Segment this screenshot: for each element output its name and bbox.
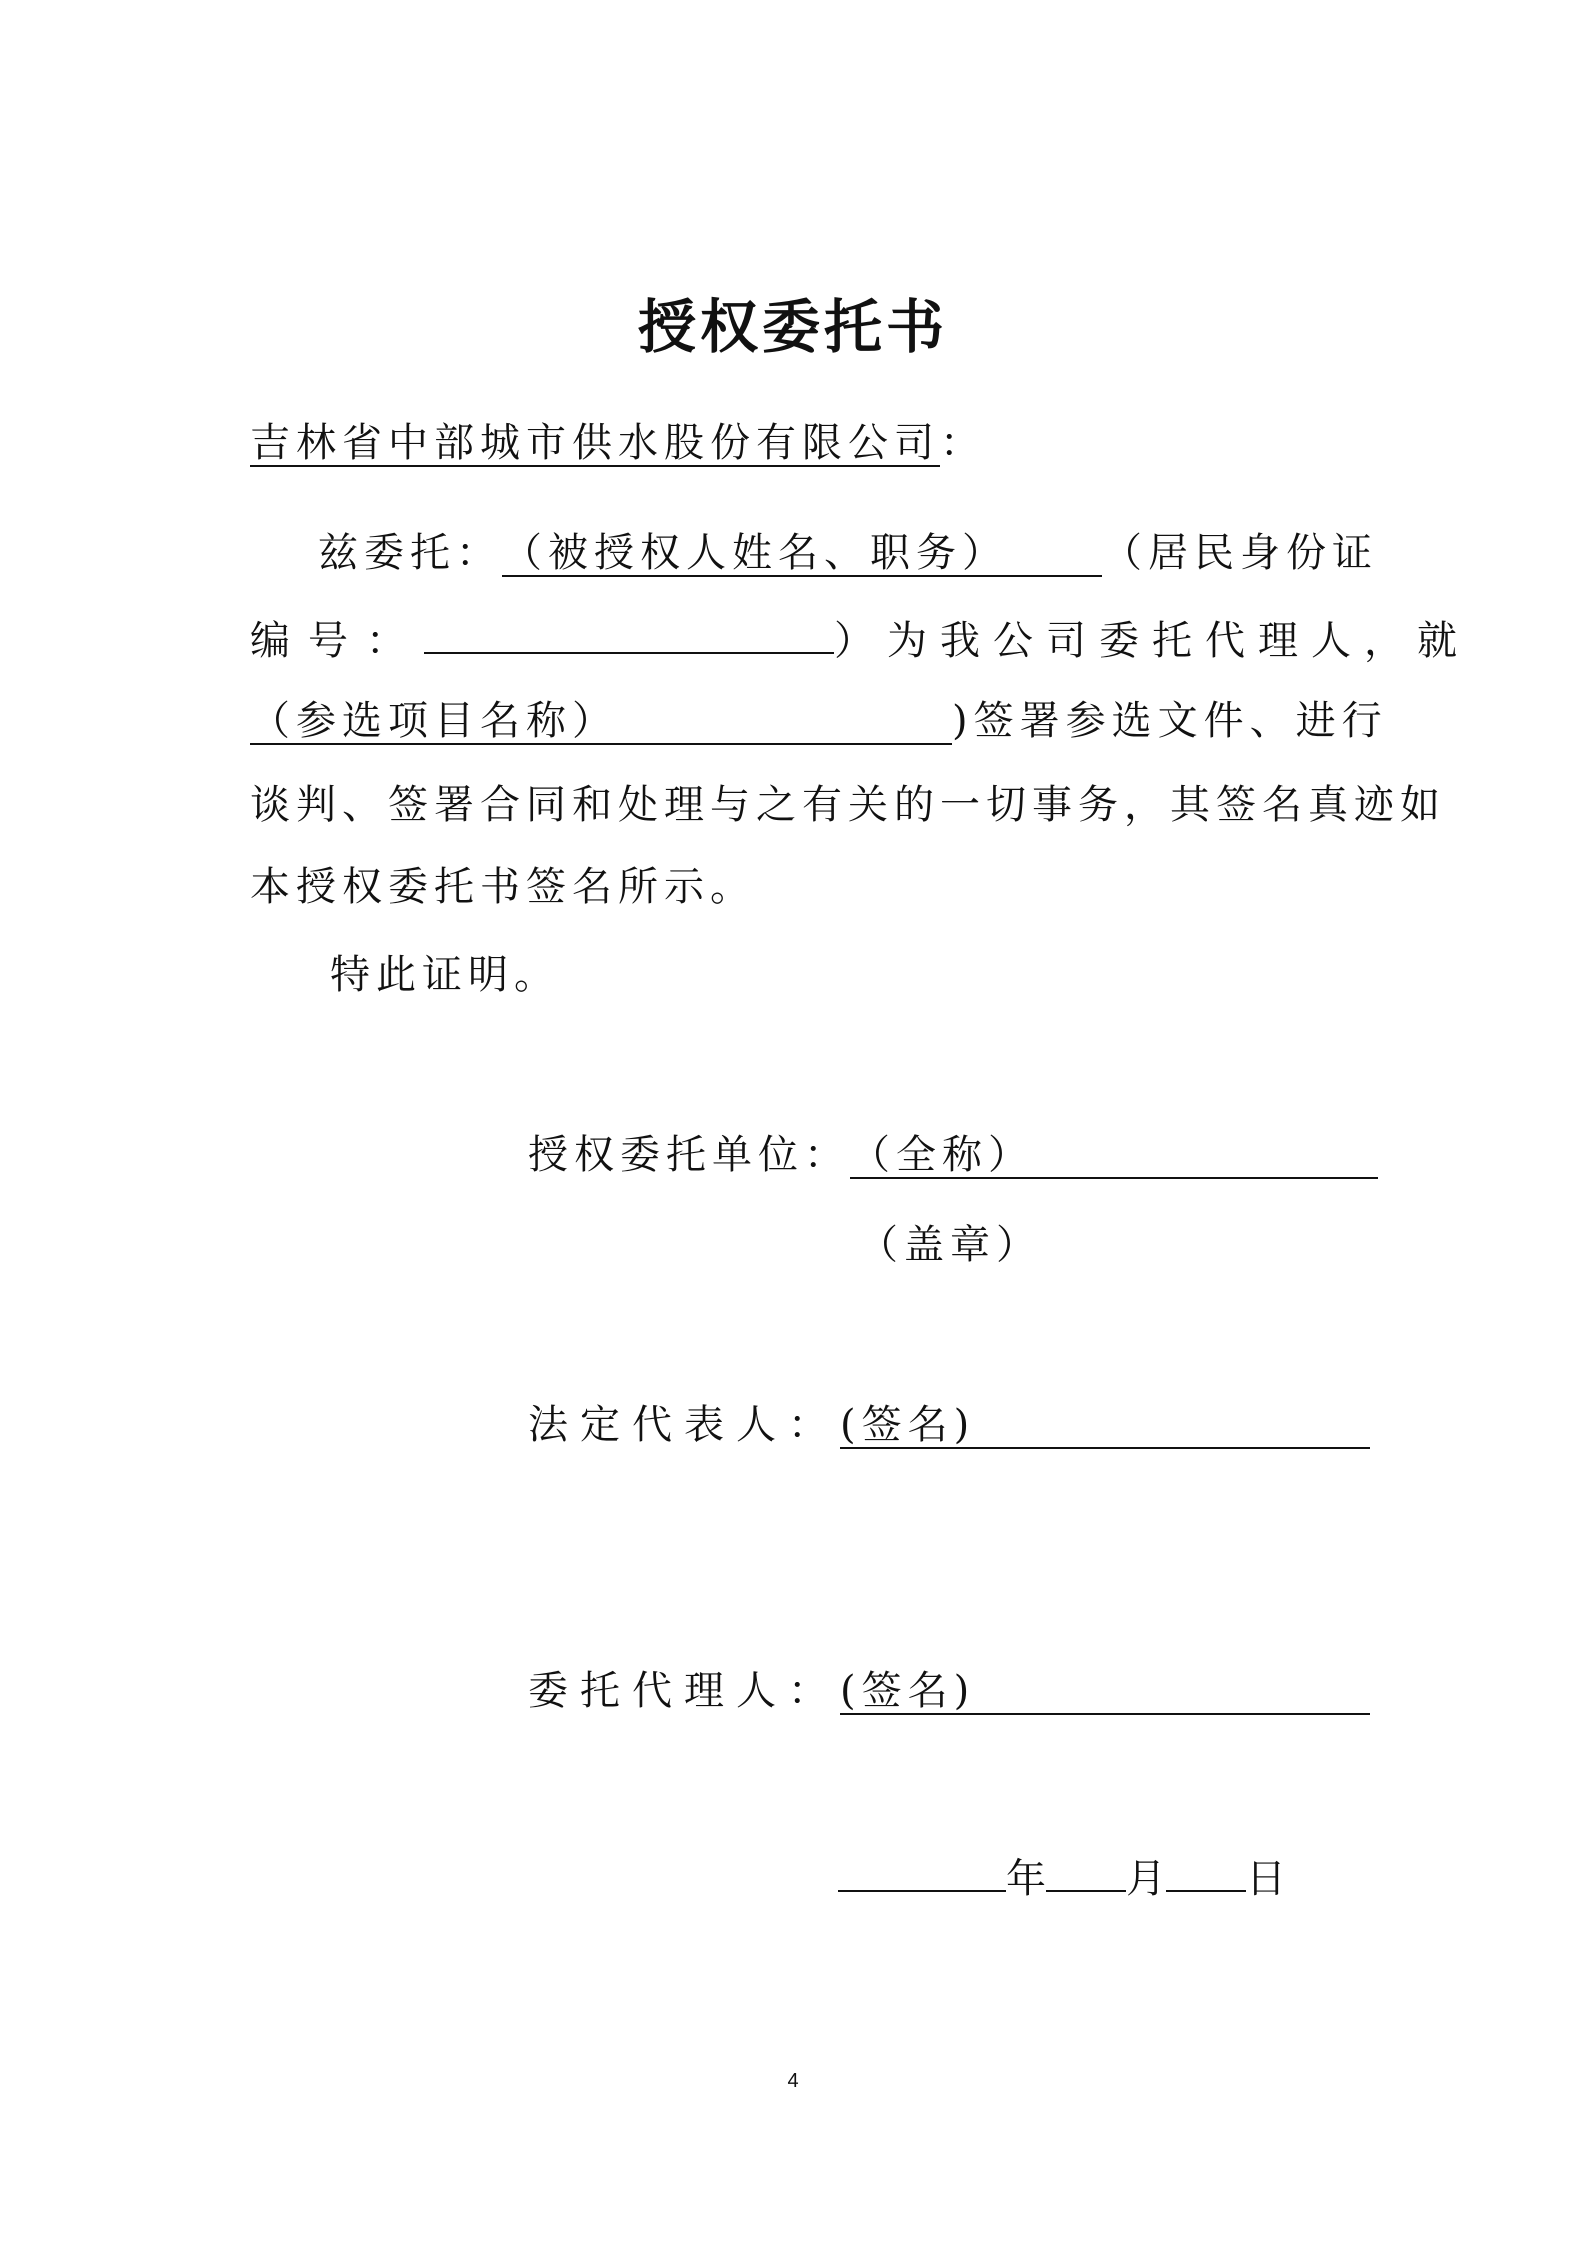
unit-line <box>528 1130 1378 1180</box>
agent-name-field: （被授权人姓名、职务） <box>502 531 1102 577</box>
legal-rep-line <box>528 1400 1370 1450</box>
closing-line <box>330 950 560 1000</box>
para1-line1 <box>318 528 1378 578</box>
appoint-text: ）为我公司委托代理人，就 <box>834 618 1470 664</box>
addressee-colon: ： <box>940 420 986 466</box>
month-blank <box>1046 1850 1126 1892</box>
id-label-part2: 编号： <box>250 618 424 664</box>
addressee-line <box>250 418 986 468</box>
para1-line5 <box>250 862 756 912</box>
month-label: 月 <box>1126 1856 1166 1902</box>
day-label: 日 <box>1246 1856 1286 1902</box>
legal-rep-label: 法定代表人： <box>528 1402 840 1448</box>
para1-line2 <box>250 612 1470 666</box>
unit-label: 授权委托单位： <box>528 1132 850 1178</box>
seal-line <box>858 1220 1042 1270</box>
year-blank <box>838 1850 1006 1892</box>
closing-text: 特此证明。 <box>330 952 560 998</box>
date-line <box>838 1850 1286 1904</box>
legal-rep-signature-field: (签名) <box>840 1403 1370 1449</box>
seal-text: （盖章） <box>858 1222 1042 1268</box>
document-title: 授权委托书 <box>637 293 948 361</box>
project-name-field: （参选项目名称） <box>250 699 952 745</box>
page-number: 4 <box>787 2070 799 2092</box>
agent-signature-field: (签名) <box>840 1669 1370 1715</box>
para1-line4 <box>250 780 1446 830</box>
day-blank <box>1166 1850 1246 1892</box>
unit-name-field: （全称） <box>850 1133 1378 1179</box>
agent-line <box>528 1666 1370 1716</box>
agent-label: 委托代理人： <box>528 1668 840 1714</box>
para1-line4-text: 谈判、签署合同和处理与之有关的一切事务，其签名真迹如 <box>250 782 1446 828</box>
para1-line3 <box>250 696 1388 746</box>
id-number-blank <box>424 612 834 654</box>
id-label-part1: （居民身份证 <box>1102 530 1378 576</box>
entrust-lead: 兹委托： <box>318 530 502 576</box>
para1-line5-text: 本授权委托书签名所示。 <box>250 864 756 910</box>
sign-text: )签署参选文件、进行 <box>952 698 1388 744</box>
addressee-name: 吉林省中部城市供水股份有限公司 <box>250 420 940 466</box>
year-label: 年 <box>1006 1856 1046 1902</box>
